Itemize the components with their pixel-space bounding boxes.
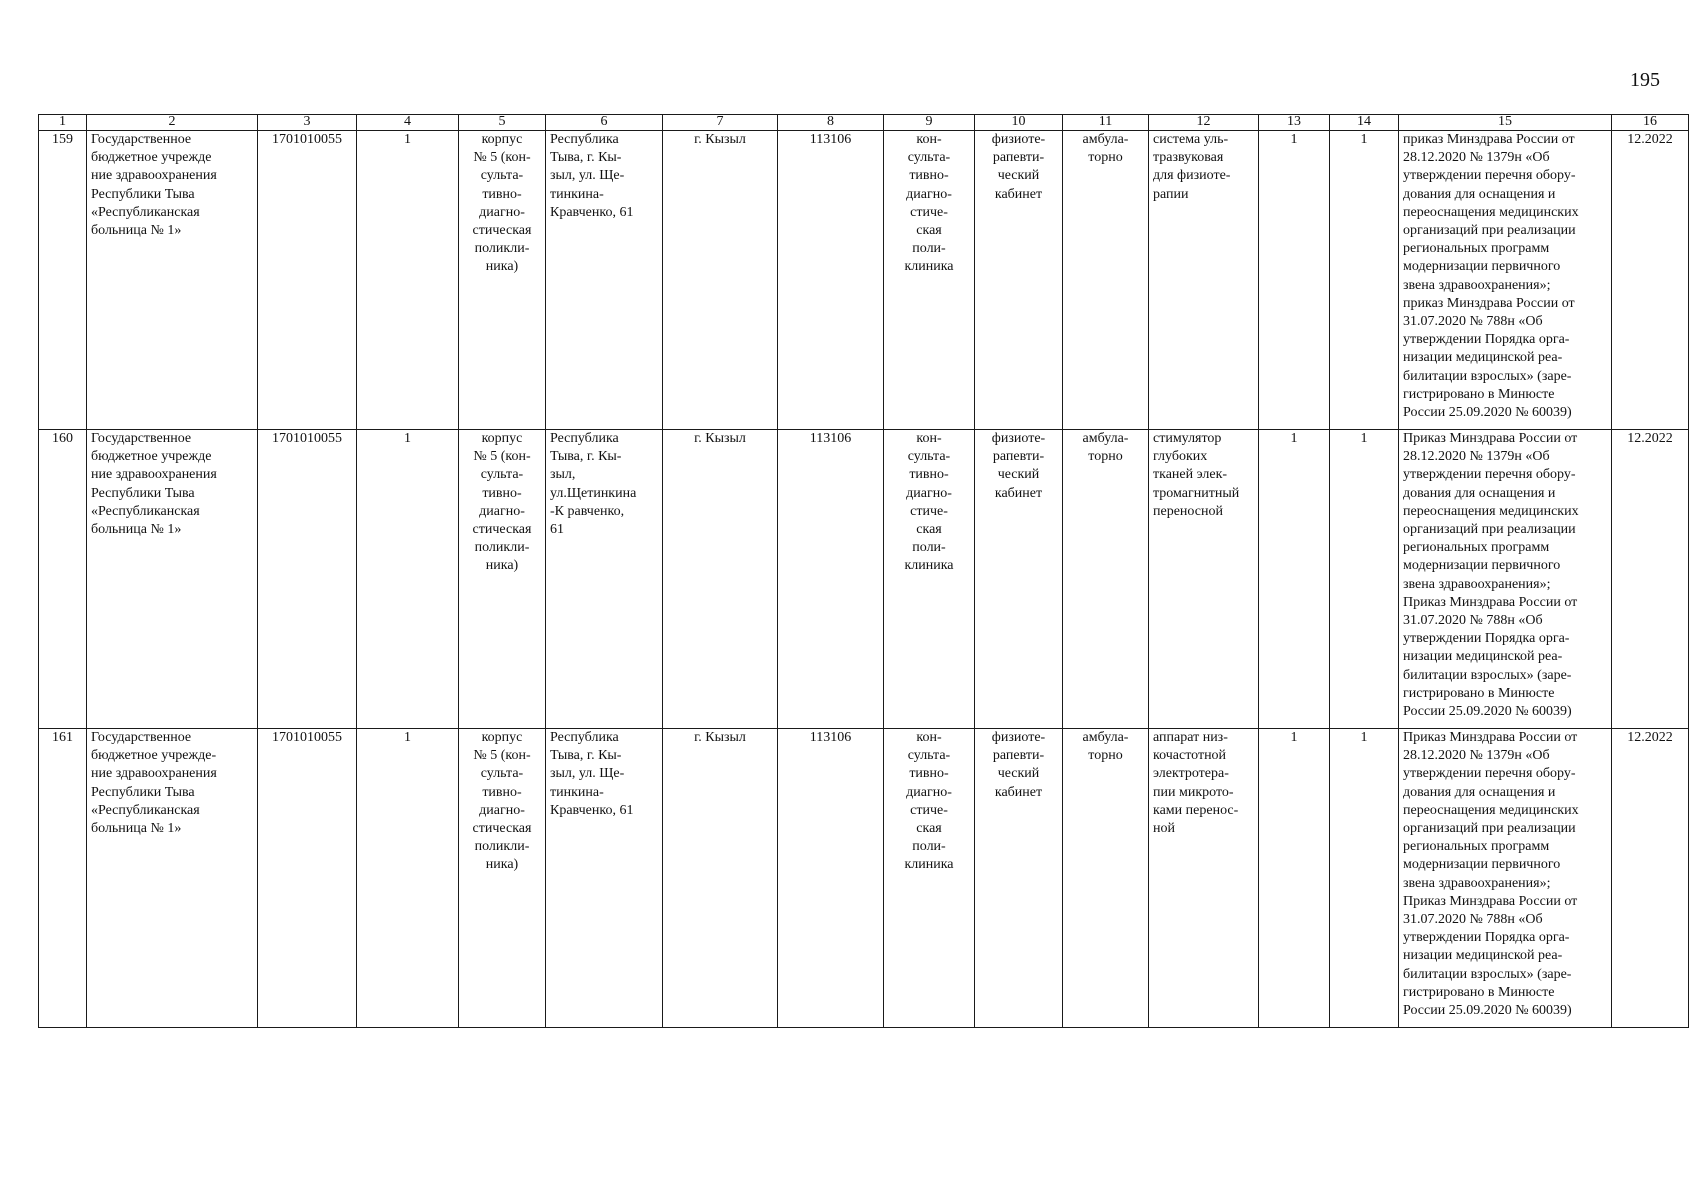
table-row [39,430,1689,729]
legal-basis: Приказ Минздрава России от 28.12.2020 № 1379н «Об утверждении перечня обору- дования для оснащения и переоснащения медицинских организаций при реализации региональных программ модернизации первичного звена здравоохранения»; Приказ Минздрава России от 31.07.2020 № 788н «Об утверждении Порядка орга- низации медицинской реа- билитации взрослых» (заре- гистрировано в Минюсте России 25.09.2020 № 60039) [1399,729,1612,1028]
city: г. Кызыл [663,729,778,1028]
due-date: 12.2022 [1612,430,1689,729]
care-mode: амбула- торно [1063,729,1149,1028]
header-col-11: 11 [1063,115,1149,131]
header-col-5: 5 [459,115,546,131]
due-date: 12.2022 [1612,729,1689,1028]
cell-col-4: 1 [357,729,459,1028]
equipment-name: система уль- тразвуковая для физиоте- рапии [1149,131,1259,430]
row-number: 161 [39,729,87,1028]
organization-code: 1701010055 [258,430,357,729]
organization-name: Государственное бюджетное учрежде ние здравоохранения Республики Тыва «Республиканская больница № 1» [87,131,258,430]
room-name: физиоте- рапевти- ческий кабинет [975,729,1063,1028]
unit-name: кон- сульта- тивно- диагно- стиче- ская поли- клиника [884,430,975,729]
cell-col-4: 1 [357,430,459,729]
header-col-16: 16 [1612,115,1689,131]
cell-col-14: 1 [1330,131,1399,430]
equipment-name: аппарат низ- кочастотной электротера- пии микрото- ками перенос- ной [1149,729,1259,1028]
room-name: физиоте- рапевти- ческий кабинет [975,430,1063,729]
table-row [39,729,1689,1028]
city: г. Кызыл [663,430,778,729]
header-col-12: 12 [1149,115,1259,131]
care-mode: амбула- торно [1063,430,1149,729]
building-name: корпус № 5 (кон- сульта- тивно- диагно- стическая поликли- ника) [459,729,546,1028]
organization-name: Государственное бюджетное учрежде- ние здравоохранения Республики Тыва «Республиканская больница № 1» [87,729,258,1028]
header-col-1: 1 [39,115,87,131]
equipment-name: стимулятор глубоких тканей элек- тромагнитный переносной [1149,430,1259,729]
address: Республика Тыва, г. Кы- зыл, ул.Щетинкина -К равченко, 61 [546,430,663,729]
header-col-9: 9 [884,115,975,131]
unit-name: кон- сульта- тивно- диагно- стиче- ская поли- клиника [884,131,975,430]
unit-name: кон- сульта- тивно- диагно- стиче- ская поли- клиника [884,729,975,1028]
organization-code: 1701010055 [258,131,357,430]
cell-col-13: 1 [1259,131,1330,430]
header-col-13: 13 [1259,115,1330,131]
cell-col-8: 113106 [778,131,884,430]
city: г. Кызыл [663,131,778,430]
header-col-10: 10 [975,115,1063,131]
header-col-6: 6 [546,115,663,131]
table-row [39,131,1689,430]
room-name: физиоте- рапевти- ческий кабинет [975,131,1063,430]
address: Республика Тыва, г. Кы- зыл, ул. Ще- тинкина- Кравченко, 61 [546,131,663,430]
cell-col-14: 1 [1330,430,1399,729]
organization-code: 1701010055 [258,729,357,1028]
header-col-7: 7 [663,115,778,131]
page-number: 195 [1630,69,1660,91]
building-name: корпус № 5 (кон- сульта- тивно- диагно- стическая поликли- ника) [459,430,546,729]
header-col-2: 2 [87,115,258,131]
row-number: 159 [39,131,87,430]
care-mode: амбула- торно [1063,131,1149,430]
cell-col-13: 1 [1259,430,1330,729]
cell-col-4: 1 [357,131,459,430]
header-col-3: 3 [258,115,357,131]
header-col-14: 14 [1330,115,1399,131]
header-row [39,115,1689,131]
legal-basis: Приказ Минздрава России от 28.12.2020 № 1379н «Об утверждении перечня обору- дования для оснащения и переоснащения медицинских организаций при реализации региональных программ модернизации первичного звена здравоохранения»; Приказ Минздрава России от 31.07.2020 № 788н «Об утверждении Порядка орга- низации медицинской реа- билитации взрослых» (заре- гистрировано в Минюсте России 25.09.2020 № 60039) [1399,430,1612,729]
row-number: 160 [39,430,87,729]
cell-col-8: 113106 [778,729,884,1028]
organization-name: Государственное бюджетное учрежде ние здравоохранения Республики Тыва «Республиканская больница № 1» [87,430,258,729]
header-col-8: 8 [778,115,884,131]
building-name: корпус № 5 (кон- сульта- тивно- диагно- стическая поликли- ника) [459,131,546,430]
cell-col-8: 113106 [778,430,884,729]
cell-col-14: 1 [1330,729,1399,1028]
header-col-4: 4 [357,115,459,131]
legal-basis: приказ Минздрава России от 28.12.2020 № 1379н «Об утверждении перечня обору- дования для оснащения и переоснащения медицинских организаций при реализации региональных программ модернизации первичного звена здравоохранения»; приказ Минздрава России от 31.07.2020 № 788н «Об утверждении Порядка орга- низации медицинской реа- билитации взрослых» (заре- гистрировано в Минюсте России 25.09.2020 № 60039) [1399,131,1612,430]
address: Республика Тыва, г. Кы- зыл, ул. Ще- тинкина- Кравченко, 61 [546,729,663,1028]
due-date: 12.2022 [1612,131,1689,430]
cell-col-13: 1 [1259,729,1330,1028]
header-col-15: 15 [1399,115,1612,131]
equipment-table [38,114,1689,1028]
